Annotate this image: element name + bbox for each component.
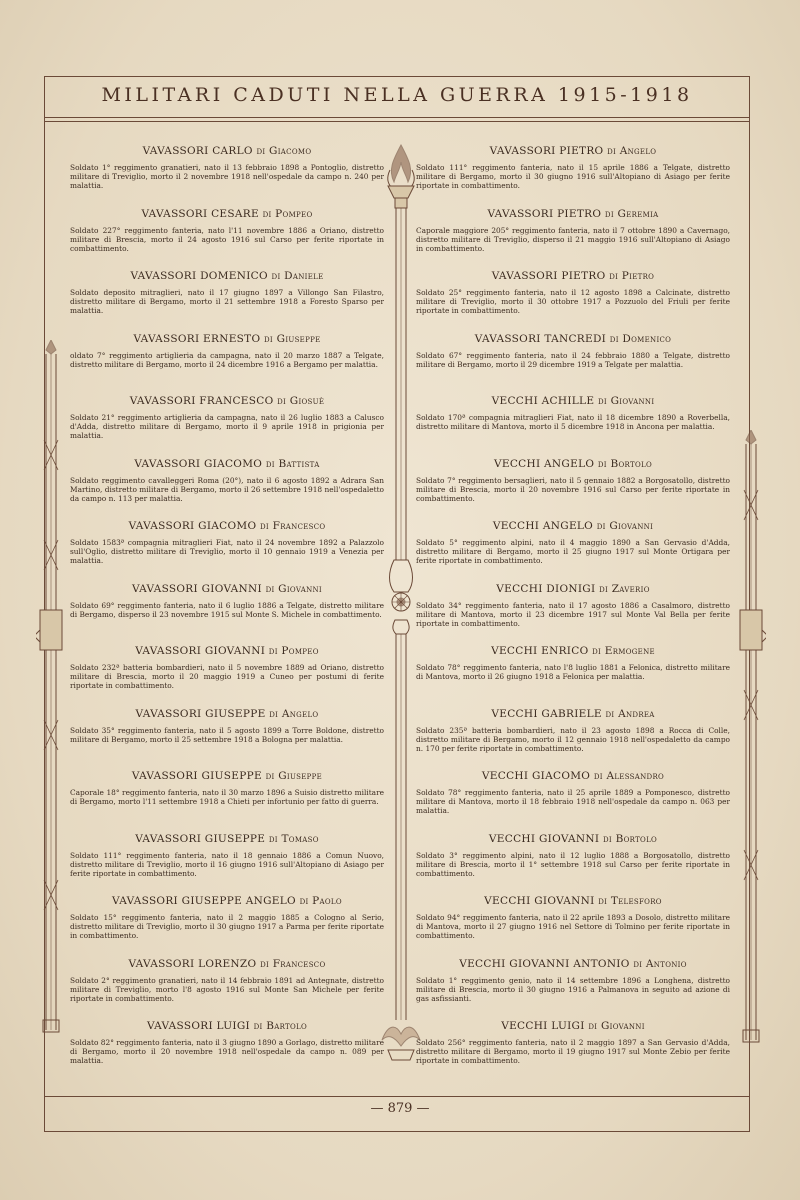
record-entry — [70, 193, 384, 256]
record-entry — [416, 880, 730, 943]
soldier-name: VAVASSORI CARLO — [142, 145, 253, 157]
record-text: Soldato 94° reggimento fanteria, nato il 22 aprile 1893 a Dosolo, distretto militare di Mantova, morto il 27 giugno 1916 nel Settore di Tolmino per ferite riportate in combattimento. — [416, 913, 730, 940]
parent-name: di Antonio — [633, 957, 687, 970]
record-text: Soldato 7° reggimento bersaglieri, nato il 5 gennaio 1882 a Borgosatollo, distretto militare di Brescia, morto il 20 novembre 1916 sul Carso per ferite riportate in combattimento. — [416, 475, 730, 503]
record-entry — [416, 380, 730, 443]
record-entry — [416, 255, 730, 318]
record-text: Soldato 67° reggimento fanteria, nato il 24 febbraio 1880 a Telgate, distretto militare di Bergamo, morto il 29 dicembre 1919 a Telgate per malattia. — [416, 350, 730, 369]
record-text: Soldato 3° reggimento alpini, nato il 12 luglio 1888 a Borgosatollo, distretto militare di Brescia, morto il 1° settembre 1918 sul Carso per ferite riportate in combattimento. — [416, 850, 730, 878]
soldier-name: VECCHI DIONIGI — [496, 582, 596, 595]
parent-name: di Angelo — [269, 707, 319, 720]
record-entry — [70, 130, 384, 193]
parent-name: di Andrea — [605, 707, 655, 720]
soldier-name: VAVASSORI GIUSEPPE ANGELO — [112, 895, 296, 907]
record-entry — [416, 443, 730, 506]
parent-name: di Giacomo — [256, 145, 312, 157]
page-title: MILITARI CADUTI NELLA GUERRA 1915-1918 — [101, 84, 693, 106]
soldier-name: VAVASSORI GIUSEPPE — [135, 707, 266, 720]
record-text: Soldato 25° reggimento fanteria, nato il 12 agosto 1898 a Calcinate, distretto militare di Treviglio, morto il 30 ottobre 1917 a Pozzuolo del Friuli per ferite riportate in combattimento. — [416, 288, 730, 315]
record-text: Soldato 82° reggimento fanteria, nato il 3 giugno 1890 a Gorlago, distretto militare di Bergamo, morto il 20 novembre 1918 nell'ospedale da campo n. 089 per malattia. — [70, 1038, 384, 1065]
soldier-name: VECCHI LUIGI — [501, 1020, 585, 1032]
record-entry — [70, 255, 384, 318]
record-text: Soldato 170ª compagnia mitraglieri Fiat, nato il 18 dicembre 1890 a Roverbella, distretto militare di Mantova, morto il 5 dicembre 1918 in Ancona per malattia. — [416, 413, 730, 431]
soldier-name: VAVASSORI PIETRO — [489, 145, 604, 157]
soldier-name: VAVASSORI GIUSEPPE — [131, 770, 262, 782]
record-text: Soldato 78° reggimento fanteria, nato l'8 luglio 1881 a Felonica, distretto militare di Mantova, morto il 26 giugno 1918 a Felonica per malattia. — [416, 663, 730, 681]
soldier-name: VAVASSORI PIETRO — [491, 270, 606, 282]
parent-name: di Bortolo — [597, 457, 653, 470]
record-text: Soldato 227° reggimento fanteria, nato l'11 novembre 1886 a Oriano, distretto militare di Brescia, morto il 24 agosto 1916 sul Carso per ferite riportate in combattimento. — [70, 225, 384, 253]
record-text: Soldato deposito mitraglieri, nato il 17 giugno 1897 a Villongo San Filastro, distretto militare di Bergamo, morto il 21 settembre 1918 a Foresto Sparso per malattia. — [70, 288, 384, 315]
parent-name: di Pompeo — [262, 207, 313, 220]
soldier-name: VAVASSORI CESARE — [141, 207, 259, 220]
record-entry — [70, 443, 384, 506]
record-text: Soldato 35° reggimento fanteria, nato il 5 agosto 1899 a Torre Boldone, distretto militare di Bergamo, morto il 25 settembre 1918 a Bologna per malattia. — [70, 725, 384, 744]
record-entry — [416, 193, 730, 256]
record-text: Soldato 1° reggimento granatieri, nato il 13 febbraio 1898 a Pontoglio, distretto militare di Treviglio, morto il 2 novembre 1918 nell'ospedale da campo n. 240 per malattia. — [70, 163, 384, 190]
record-entry — [416, 630, 730, 693]
parent-name: di Bortolo — [602, 832, 658, 845]
left-fasces-ornament — [36, 340, 66, 1040]
record-text: Soldato 111° reggimento fanteria, nato il 18 gennaio 1886 a Comun Nuovo, distretto militare di Treviglio, morto il 16 giugno 1916 sull'Altopiano di Asiago per ferite riportate in combattimento. — [70, 850, 384, 878]
soldier-name: VAVASSORI PIETRO — [487, 207, 602, 220]
soldier-name: VAVASSORI TANCREDI — [474, 332, 607, 345]
parent-name: di Giovanni — [596, 520, 654, 532]
soldier-name: VAVASSORI GIACOMO — [134, 457, 263, 470]
parent-name: di Pietro — [609, 270, 655, 282]
record-text: Soldato 5° reggimento alpini, nato il 4 maggio 1890 a San Gervasio d'Adda, distretto militare di Bergamo, morto il 25 giugno 1917 sul Monte Ortigara per ferite riportate in combattimento. — [416, 538, 730, 565]
record-entry — [70, 693, 384, 756]
record-entry — [70, 568, 384, 631]
record-entry — [70, 318, 384, 381]
record-entry — [416, 755, 730, 818]
soldier-name: VECCHI ANGELO — [492, 520, 594, 532]
record-entry — [416, 943, 730, 1006]
soldier-name: VECCHI GIOVANNI — [488, 832, 600, 845]
record-text: Soldato 15° reggimento fanteria, nato il 2 maggio 1885 a Cologno al Serio, distretto militare di Treviglio, morto il 30 giugno 1917 a Parma per ferite riportate in combattimento. — [70, 913, 384, 940]
page-number: — 879 — — [370, 1101, 430, 1116]
soldier-name: VAVASSORI ERNESTO — [133, 332, 261, 345]
soldier-name: VAVASSORI LUIGI — [146, 1020, 250, 1032]
record-text: Soldato 256° reggimento fanteria, nato il 2 maggio 1897 a San Gervasio d'Adda, distretto militare di Bergamo, morto il 19 giugno 1917 sul Monte Zebio per ferite riportate in combattimento. — [416, 1038, 730, 1065]
parent-name: di Telesforo — [598, 895, 662, 907]
record-text: Soldato 69° reggimento fanteria, nato il 6 luglio 1886 a Telgate, distretto militare di Bergamo, disperso il 23 novembre 1915 sul Monte S. Michele in combattimento. — [70, 600, 384, 619]
record-entry — [70, 630, 384, 693]
record-entry — [70, 943, 384, 1006]
soldier-name: VAVASSORI GIUSEPPE — [135, 832, 266, 845]
soldier-name: VAVASSORI GIOVANNI — [135, 645, 266, 657]
record-entry — [416, 1005, 730, 1068]
soldier-name: VECCHI ENRICO — [491, 645, 589, 657]
record-text: Soldato 1583ª compagnia mitraglieri Fiat, nato il 24 novembre 1892 a Palazzolo sull'Oglio, distretto militare di Treviglio, morto il 10 gennaio 1919 a Venezia per malattia. — [70, 538, 384, 565]
parent-name: di Giovanni — [588, 1020, 645, 1032]
record-entry — [70, 755, 384, 818]
soldier-name: VECCHI ACHILLE — [491, 395, 595, 407]
right-column — [416, 130, 730, 1090]
parent-name: di Giuseppe — [265, 770, 323, 782]
soldier-name: VECCHI GABRIELE — [491, 707, 602, 720]
record-text: Soldato 232ª batteria bombardieri, nato il 5 novembre 1889 ad Oriano, distretto militare di Brescia, morto il 20 maggio 1919 a Cuneo per postumi di ferite riportate in combattimento. — [70, 663, 384, 690]
parent-name: di Geremia — [604, 207, 659, 220]
soldier-name: VECCHI ANGELO — [493, 457, 595, 470]
record-entry — [416, 318, 730, 381]
parent-name: di Daniele — [271, 270, 324, 282]
parent-name: di Francesco — [260, 520, 326, 532]
title-rule — [44, 117, 750, 118]
soldier-name: VAVASSORI FRANCESCO — [129, 395, 274, 407]
parent-name: di Paolo — [299, 895, 342, 907]
parent-name: di Alessandro — [593, 770, 665, 782]
soldier-name: VECCHI GIOVANNI — [484, 895, 595, 907]
parent-name: di Zaverio — [599, 582, 650, 595]
left-column — [70, 130, 384, 1090]
parent-name: di Francesco — [260, 957, 326, 970]
record-entry — [416, 818, 730, 881]
parent-name: di Bartolo — [253, 1020, 308, 1032]
record-text: oldato 7° reggimento artiglieria da campagna, nato il 20 marzo 1887 a Telgate, distretto militare di Bergamo, morto il 24 dicembre 1916 a Bergamo per malattia. — [70, 350, 384, 369]
record-entry — [416, 130, 730, 193]
record-entry — [416, 568, 730, 631]
parent-name: di Giovanni — [265, 582, 322, 595]
record-entry — [70, 1005, 384, 1068]
soldier-name: VECCHI GIOVANNI ANTONIO — [459, 957, 630, 970]
record-entry — [70, 818, 384, 881]
soldier-name: VAVASSORI DOMENICO — [130, 270, 268, 282]
parent-name: di Angelo — [607, 145, 657, 157]
record-text: Soldato 111° reggimento fanteria, nato il 15 aprile 1886 a Telgate, distretto militare di Bergamo, morto il 30 giugno 1916 sull'Altopiano di Asiago per ferite riportate in combattimento. — [416, 163, 730, 190]
record-text: Soldato 21° reggimento artiglieria da campagna, nato il 26 luglio 1883 a Calusco d'Adda, distretto militare di Bergamo, morto il 9 aprile 1918 in prigionia per malattia. — [70, 413, 384, 440]
record-text: Soldato 34° reggimento fanteria, nato il 17 agosto 1886 a Casalmoro, distretto militare di Mantova, morto il 23 dicembre 1917 sul Monte Val Bella per ferite riportate in combattimento. — [416, 600, 730, 628]
record-entry — [70, 380, 384, 443]
record-text: Soldato 78° reggimento fanteria, nato il 25 aprile 1889 a Pomponesco, distretto militare di Mantova, morto il 18 febbraio 1918 nell'ospedale da campo n. 063 per malattia. — [416, 788, 730, 815]
record-text: Soldato 2° reggimento granatieri, nato il 14 febbraio 1891 ad Antegnate, distretto militare di Treviglio, morto l'8 agosto 1916 sul Monte San Michele per ferite riportate in combattimento. — [70, 975, 384, 1003]
right-fasces-ornament — [736, 430, 766, 1050]
record-text: Caporale 18° reggimento fanteria, nato il 30 marzo 1896 a Suisio distretto militare di Bergamo, morto l'11 settembre 1918 a Chieti per infortunio per fatto di guerra. — [70, 788, 384, 806]
soldier-name: VAVASSORI LORENZO — [128, 957, 257, 970]
record-entry — [70, 505, 384, 568]
title-rule-thin — [44, 121, 750, 122]
record-text: Soldato 1° reggimento genio, nato il 14 settembre 1896 a Longhena, distretto militare di Brescia, morto il 30 giugno 1916 a Palmanova in seguito ad azione di gas asfissianti. — [416, 975, 730, 1003]
record-entry — [416, 505, 730, 568]
parent-name: di Ermogene — [592, 645, 655, 657]
record-entry — [70, 880, 384, 943]
parent-name: di Tomaso — [268, 832, 319, 845]
parent-name: di Battista — [265, 457, 320, 470]
soldier-name: VAVASSORI GIACOMO — [128, 520, 257, 532]
record-text: Caporale maggiore 205° reggimento fanteria, nato il 7 ottobre 1890 a Cavernago, distretto militare di Treviglio, disperso il 21 maggio 1916 sull'Altopiano di Asiago in combattimento. — [416, 225, 730, 253]
parent-name: di Giovanni — [597, 395, 655, 407]
record-text: Soldato reggimento cavalleggeri Roma (20°), nato il 6 agosto 1892 a Adrara San Martino, distretto militare di Bergamo, morto il 26 settembre 1918 nell'ospedaletto da campo n. 113 per malattia. — [70, 475, 384, 503]
parent-name: di Giosuè — [277, 395, 325, 407]
record-entry — [416, 693, 730, 756]
soldier-name: VAVASSORI GIOVANNI — [132, 582, 262, 595]
soldier-name: VECCHI GIACOMO — [481, 770, 591, 782]
parent-name: di Pompeo — [268, 645, 319, 657]
footer-rule — [44, 1096, 750, 1097]
parent-name: di Giuseppe — [264, 332, 321, 345]
parent-name: di Domenico — [609, 332, 672, 345]
record-text: Soldato 235ª batteria bombardieri, nato il 23 agosto 1898 a Rocca di Colle, distretto militare di Bergamo, morto il 12 gennaio 1918 nell'ospedaletto da campo n. 170 per ferite riportate in combattimento. — [416, 725, 730, 753]
